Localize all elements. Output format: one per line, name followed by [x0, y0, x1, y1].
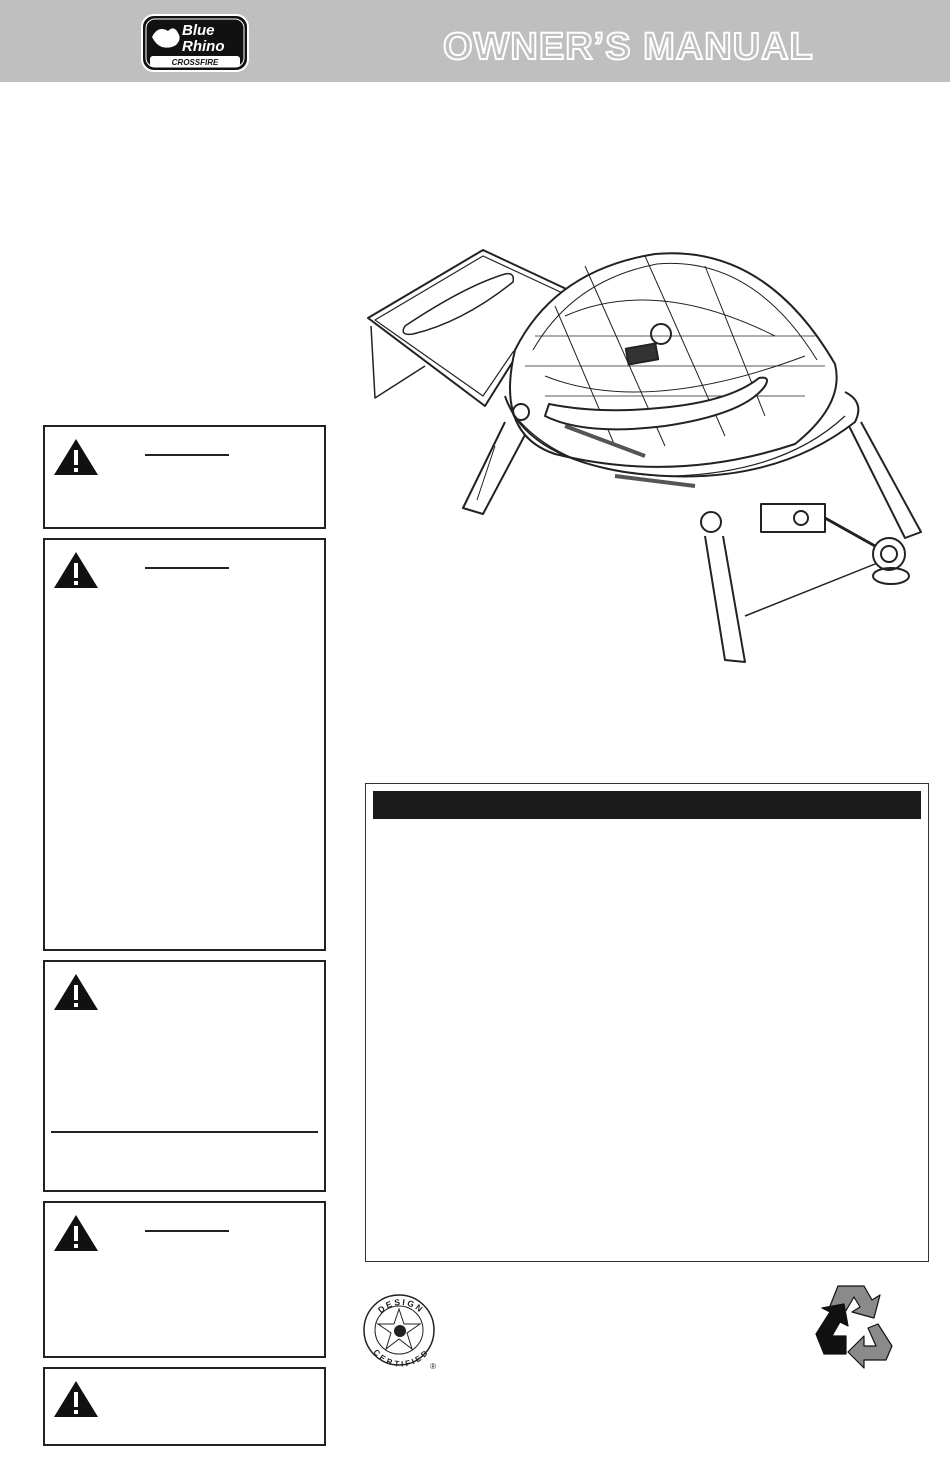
seal-bottom-text: CERTIFIED	[371, 1347, 431, 1369]
blue-rhino-logo	[140, 13, 250, 73]
warning-box-1	[43, 425, 326, 529]
logo-text-line2: Rhino	[182, 38, 225, 55]
grill-illustration	[365, 246, 927, 670]
registered-mark: ®	[430, 1362, 436, 1371]
logo-subbrand: CROSSFIRE	[171, 58, 219, 67]
info-box	[365, 783, 929, 1262]
page-title: OWNER’S MANUAL	[443, 26, 814, 68]
warning-box-2	[43, 538, 326, 951]
header-band	[0, 0, 950, 82]
warning-box-3	[43, 960, 326, 1192]
warning-heading-rule	[145, 1230, 229, 1232]
section-divider	[51, 1131, 318, 1133]
warning-heading-rule	[145, 454, 229, 456]
recycle-icon	[808, 1280, 900, 1370]
warning-heading-rule	[145, 567, 229, 569]
warning-triangle-icon	[53, 972, 99, 1012]
warning-triangle-icon	[53, 1379, 99, 1419]
seal-top-text: DESIGN	[375, 1296, 427, 1316]
warning-triangle-icon	[53, 437, 99, 477]
warning-box-4	[43, 1201, 326, 1358]
logo-text-line1: Blue	[182, 22, 215, 39]
warning-triangle-icon	[53, 1213, 99, 1253]
warning-triangle-icon	[53, 550, 99, 590]
design-certified-seal	[362, 1293, 440, 1371]
warning-box-5	[43, 1367, 326, 1446]
info-box-heading	[373, 796, 383, 813]
info-box-heading-bar	[373, 791, 921, 819]
